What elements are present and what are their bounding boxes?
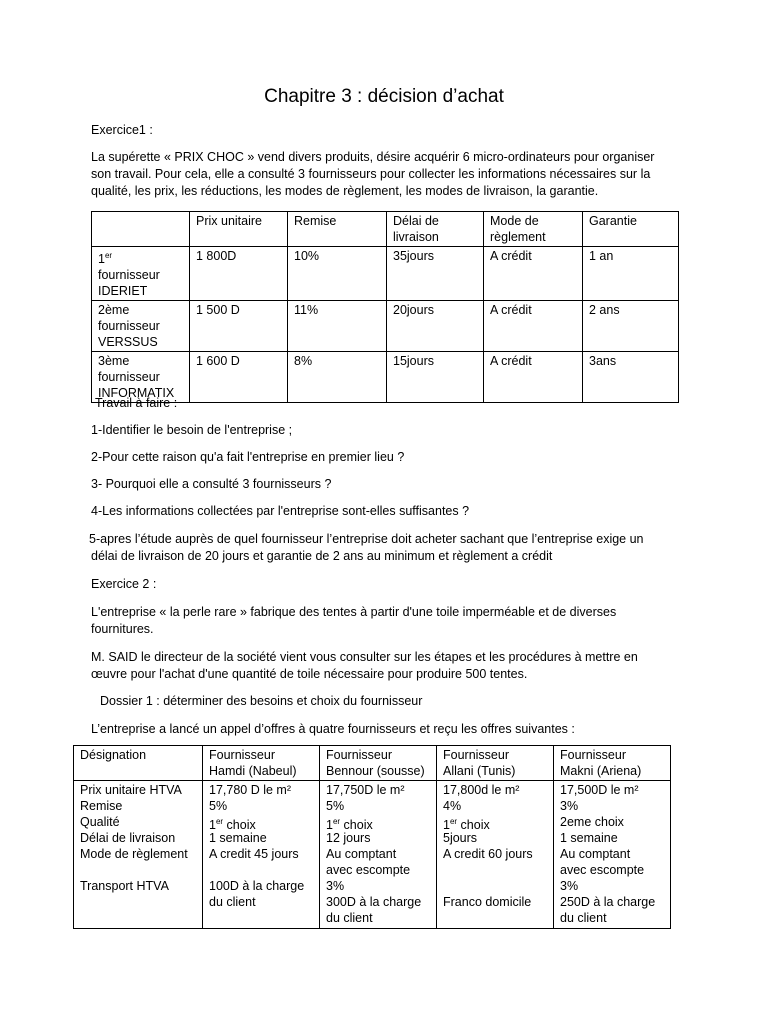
exercise2-para2-line2: œuvre pour l'achat d'une quantité de toile nécessaire pour produire 500 tentes. xyxy=(91,667,528,681)
suppliers-table-1 xyxy=(91,211,679,403)
offer-line: Franco domicile xyxy=(443,895,532,909)
offer-line: 1 semaine xyxy=(209,831,267,845)
offer-line: 3% xyxy=(560,879,579,893)
designation-label: Transport HTVA xyxy=(80,879,169,893)
designation-label: Mode de règlement xyxy=(80,847,188,861)
offer-line: 5% xyxy=(326,799,345,813)
exercise1-intro-line3: qualité, les prix, les réductions, les modes de règlement, les modes de livraison, la garantie. xyxy=(91,184,599,198)
offer-line: 100D à la charge xyxy=(209,879,305,893)
designation-label: Délai de livraison xyxy=(80,831,176,845)
offer-line xyxy=(443,878,547,894)
exercise2-para2-line1: M. SAID le directeur de la société vient vous consulter sur les étapes et les procédures à mettre en xyxy=(91,650,638,664)
header-cell: Garantie xyxy=(583,212,679,247)
header-cell: Prix unitaire xyxy=(190,212,288,247)
offer-line: 5jours xyxy=(443,831,478,845)
offer-line: 17,750D le m² xyxy=(326,783,405,797)
supplier-cell: 2ème fournisseur VERSSUS xyxy=(92,301,190,352)
offer-line: A credit 45 jours xyxy=(209,847,299,861)
discount-cell: 10% xyxy=(288,247,387,301)
offer-line: 1er choix xyxy=(209,817,256,833)
table-header-row xyxy=(74,746,671,781)
offer-line xyxy=(209,862,313,878)
offer-line: du client xyxy=(326,911,373,925)
delay-cell: 20jours xyxy=(387,301,484,352)
offer-line: 1er choix xyxy=(443,817,490,833)
supplier-header: Fournisseur Makni (Ariena) xyxy=(554,746,671,781)
delay-cell: 35jours xyxy=(387,247,484,301)
table-row xyxy=(92,301,679,352)
supplier-cell: 1er fournisseur IDERIET xyxy=(92,247,190,301)
designation-label: Prix unitaire HTVA xyxy=(80,783,182,797)
payment-cell: A crédit xyxy=(484,301,583,352)
warranty-cell: 3ans xyxy=(583,352,679,403)
offer-line: 250D à la charge xyxy=(560,895,656,909)
offer-line: du client xyxy=(209,895,256,909)
header-cell: Délai de livraison xyxy=(387,212,484,247)
discount-cell: 8% xyxy=(288,352,387,403)
table-header-row xyxy=(92,212,679,247)
offer-line: 2eme choix xyxy=(560,815,624,829)
offer-line: 17,780 D le m² xyxy=(209,783,291,797)
offer-line: 1er choix xyxy=(326,817,373,833)
offer-line: 12 jours xyxy=(326,831,371,845)
supplier-offer-makni xyxy=(554,781,671,929)
offer-line: 300D à la charge xyxy=(326,895,422,909)
price-cell: 1 600 D xyxy=(190,352,288,403)
travail-heading: Travail à faire : xyxy=(95,396,178,410)
offer-line: Au comptant xyxy=(326,847,397,861)
supplier-offer-hamdi xyxy=(203,781,320,929)
designation-column xyxy=(74,781,203,929)
header-cell: Remise xyxy=(288,212,387,247)
exercise1-intro-line2: son travail. Pour cela, elle a consulté 3 fournisseurs pour collecter les informations nécessaires sur la xyxy=(91,167,651,181)
question-5-line1: 5-apres l’étude auprès de quel fournisseur l’entreprise doit acheter sachant que l’entreprise exige un xyxy=(89,532,644,546)
designation-label: Remise xyxy=(80,799,123,813)
header-cell xyxy=(92,212,190,247)
payment-cell: A crédit xyxy=(484,247,583,301)
delay-cell: 15jours xyxy=(387,352,484,403)
offer-line xyxy=(443,862,547,878)
offer-line: 4% xyxy=(443,799,462,813)
offer-line: 17,800d le m² xyxy=(443,783,520,797)
exercise1-heading: Exercice1 : xyxy=(91,123,153,137)
designation-label xyxy=(80,862,196,878)
offer-line: 1 semaine xyxy=(560,831,618,845)
dossier-heading: Dossier 1 : déterminer des besoins et choix du fournisseur xyxy=(100,694,423,708)
question-2: 2-Pour cette raison qu'a fait l'entreprise en premier lieu ? xyxy=(91,450,405,464)
offer-line: du client xyxy=(560,911,607,925)
page-title: Chapitre 3 : décision d’achat xyxy=(264,86,504,107)
offer-line: A credit 60 jours xyxy=(443,847,533,861)
question-3: 3- Pourquoi elle a consulté 3 fournisseurs ? xyxy=(91,477,332,491)
exercise1-intro-line1: La supérette « PRIX CHOC » vend divers produits, désire acquérir 6 micro-ordinateurs pour organiser xyxy=(91,150,655,164)
question-4: 4-Les informations collectées par l'entreprise sont-elles suffisantes ? xyxy=(91,504,470,518)
warranty-cell: 2 ans xyxy=(583,301,679,352)
table-row xyxy=(92,247,679,301)
exercise2-para1-line2: fournitures. xyxy=(91,622,154,636)
supplier-header: Fournisseur Hamdi (Nabeul) xyxy=(203,746,320,781)
offer-line: 3% xyxy=(326,879,345,893)
supplier-offer-allani xyxy=(437,781,554,929)
warranty-cell: 1 an xyxy=(583,247,679,301)
designation-header: Désignation xyxy=(74,746,203,781)
suppliers-table-2 xyxy=(73,745,671,929)
discount-cell: 11% xyxy=(288,301,387,352)
offer-line: 17,500D le m² xyxy=(560,783,639,797)
offer-line: avec escompte xyxy=(326,863,411,877)
offer-line: 5% xyxy=(209,799,228,813)
designation-label: Qualité xyxy=(80,815,120,829)
exercise2-heading: Exercice 2 : xyxy=(91,577,157,591)
question-1: 1-Identifier le besoin de l'entreprise ; xyxy=(91,423,293,437)
table-row xyxy=(92,352,679,403)
header-cell: Mode de règlement xyxy=(484,212,583,247)
exercise2-para1-line1: L'entreprise « la perle rare » fabrique des tentes à partir d'une toile imperméable et de diverses xyxy=(91,605,617,619)
supplier-header: Fournisseur Allani (Tunis) xyxy=(437,746,554,781)
supplier-header: Fournisseur Bennour (sousse) xyxy=(320,746,437,781)
price-cell: 1 800D xyxy=(190,247,288,301)
table-row xyxy=(74,781,671,929)
question-5-line2: délai de livraison de 20 jours et garantie de 2 ans au minimum et règlement a crédit xyxy=(91,549,553,563)
payment-cell: A crédit xyxy=(484,352,583,403)
price-cell: 1 500 D xyxy=(190,301,288,352)
offer-line: avec escompte xyxy=(560,863,645,877)
supplier-cell: 3ème fournisseur INFORMATIX xyxy=(92,352,190,403)
appel-offres-text: L’entreprise a lancé un appel d’offres à quatre fournisseurs et reçu les offres suivantes : xyxy=(91,722,575,736)
offer-line: 3% xyxy=(560,799,579,813)
supplier-offer-bennour xyxy=(320,781,437,929)
offer-line: Au comptant xyxy=(560,847,631,861)
